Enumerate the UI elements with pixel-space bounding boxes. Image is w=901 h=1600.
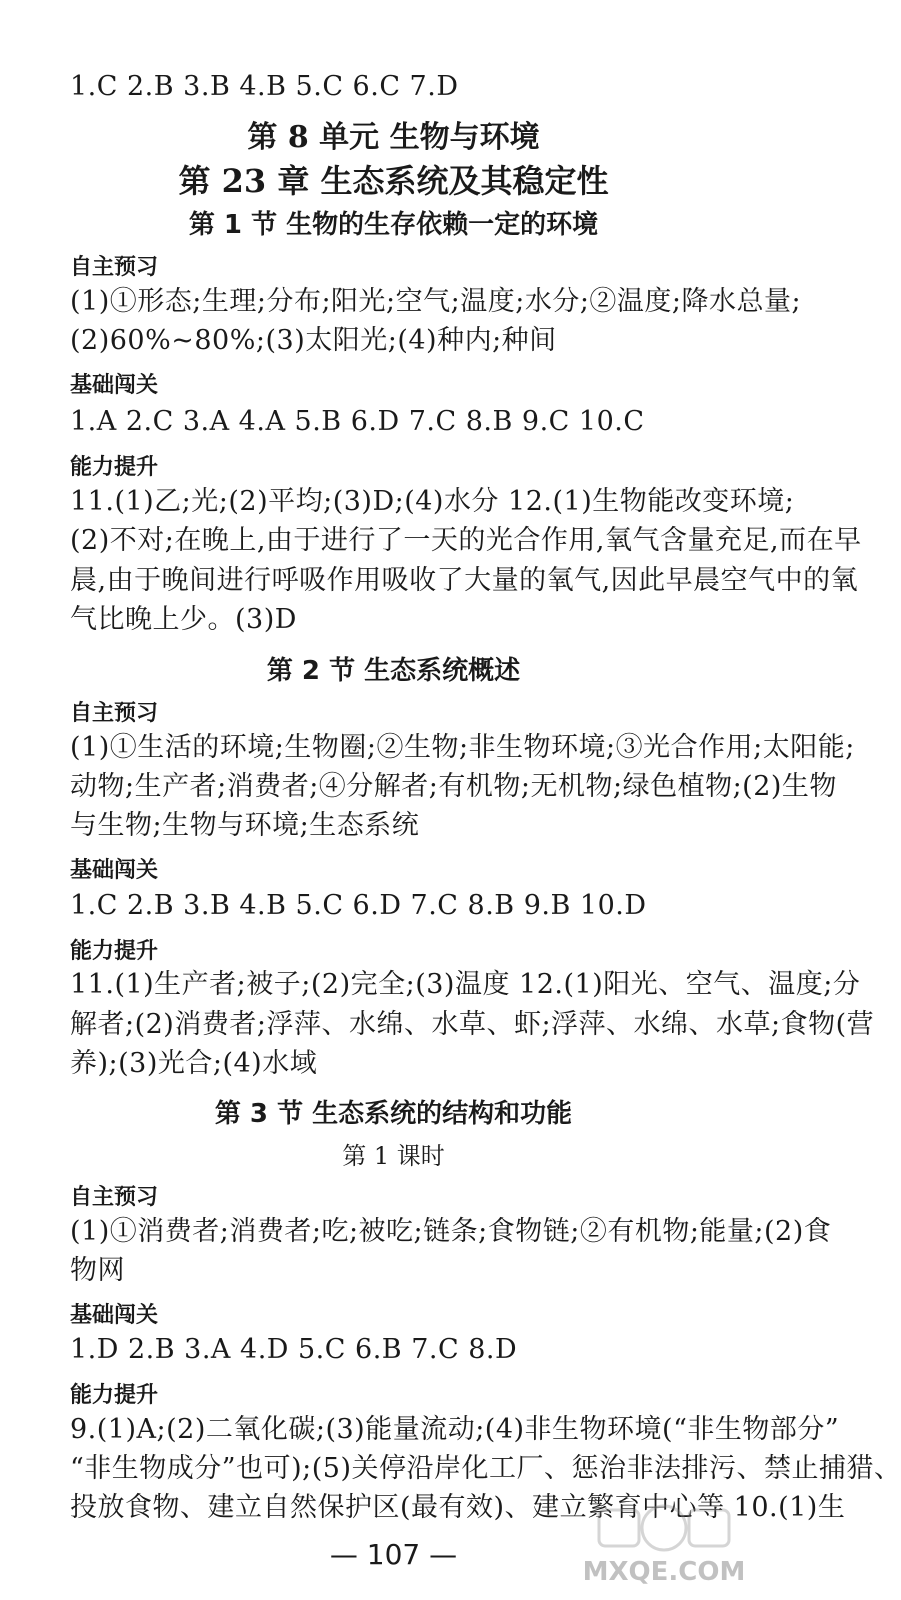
section-2-preview-line: 动物;生产者;消费者;④分解者;有机物;无机物;绿色植物;(2)生物 bbox=[70, 771, 837, 802]
section-3-ability-line: “非生物成分”也可);(5)关停沿岸化工厂、惩治非法排污、禁止捕猎、 bbox=[70, 1453, 901, 1484]
page-number: — 107 — bbox=[329, 1538, 458, 1571]
section-1-ability-line: (2)不对;在晚上,由于进行了一天的光合作用,氧气含量充足,而在早 bbox=[70, 525, 862, 556]
section-3-preview-label: 自主预习 bbox=[70, 1185, 159, 1210]
section-3-ability-label: 能力提升 bbox=[70, 1383, 159, 1408]
section-3-ability-line: 9.(1)A;(2)二氧化碳;(3)能量流动;(4)非生物环境(“非生物部分” bbox=[70, 1414, 840, 1445]
section-2-basic-label: 基础闯关 bbox=[70, 858, 159, 883]
top-answers: 1.C 2.B 3.B 4.B 5.C 6.C 7.D bbox=[70, 71, 459, 102]
section-3-ability-line: 投放食物、建立自然保护区(最有效)、建立繁育中心等 10.(1)生 bbox=[70, 1492, 846, 1523]
unit-title: 第 8 单元 生物与环境 bbox=[247, 120, 540, 155]
section-1-preview-label: 自主预习 bbox=[70, 255, 159, 280]
section-3-title: 第 3 节 生态系统的结构和功能 bbox=[214, 1099, 573, 1129]
section-1-ability-label: 能力提升 bbox=[70, 455, 159, 480]
section-3-basic-label: 基础闯关 bbox=[70, 1303, 159, 1328]
section-2-ability-label: 能力提升 bbox=[70, 939, 159, 964]
section-1-preview-line: (2)60%~80%;(3)太阳光;(4)种内;种间 bbox=[70, 325, 557, 356]
chapter-title: 第 23 章 生态系统及其稳定性 bbox=[178, 162, 609, 200]
section-1-ability-line: 晨,由于晚间进行呼吸作用吸收了大量的氧气,因此早晨空气中的氧 bbox=[70, 565, 859, 596]
section-1-basic-label: 基础闯关 bbox=[70, 373, 159, 398]
section-1-title: 第 1 节 生物的生存依赖一定的环境 bbox=[188, 210, 599, 240]
section-2-ability-line: 养);(3)光合;(4)水域 bbox=[70, 1048, 318, 1079]
section-3-preview-line: (1)①消费者;消费者;吃;被吃;链条;食物链;②有机物;能量;(2)食 bbox=[70, 1216, 832, 1247]
section-3-basic-answers: 1.D 2.B 3.A 4.D 5.C 6.B 7.C 8.D bbox=[70, 1334, 518, 1365]
section-2-title: 第 2 节 生态系统概述 bbox=[266, 656, 521, 686]
section-2-ability-line: 解者;(2)消费者;浮萍、水绵、水草、虾;浮萍、水绵、水草;食物(营 bbox=[70, 1009, 875, 1040]
watermark-logo bbox=[559, 1500, 769, 1590]
section-2-basic-answers: 1.C 2.B 3.B 4.B 5.C 6.D 7.C 8.B 9.B 10.D bbox=[70, 890, 647, 921]
section-1-preview-line: (1)①形态;生理;分布;阳光;空气;温度;水分;②温度;降水总量; bbox=[70, 286, 802, 317]
section-1-ability-line: 11.(1)乙;光;(2)平均;(3)D;(4)水分 12.(1)生物能改变环境; bbox=[70, 486, 795, 517]
section-1-basic-answers: 1.A 2.C 3.A 4.A 5.B 6.D 7.C 8.B 9.C 10.C bbox=[70, 406, 645, 437]
section-3-preview-line: 物网 bbox=[70, 1255, 125, 1286]
section-2-ability-line: 11.(1)生产者;被子;(2)完全;(3)温度 12.(1)阳光、空气、温度;分 bbox=[70, 969, 861, 1000]
watermark-url: MXQE.COM bbox=[582, 1557, 746, 1587]
section-2-preview-line: 与生物;生物与环境;生态系统 bbox=[70, 810, 420, 841]
section-2-preview-label: 自主预习 bbox=[70, 701, 159, 726]
lesson-label: 第 1 课时 bbox=[342, 1142, 445, 1170]
section-1-ability-line: 气比晚上少。(3)D bbox=[70, 604, 297, 635]
section-2-preview-line: (1)①生活的环境;生物圈;②生物;非生物环境;③光合作用;太阳能; bbox=[70, 732, 855, 763]
